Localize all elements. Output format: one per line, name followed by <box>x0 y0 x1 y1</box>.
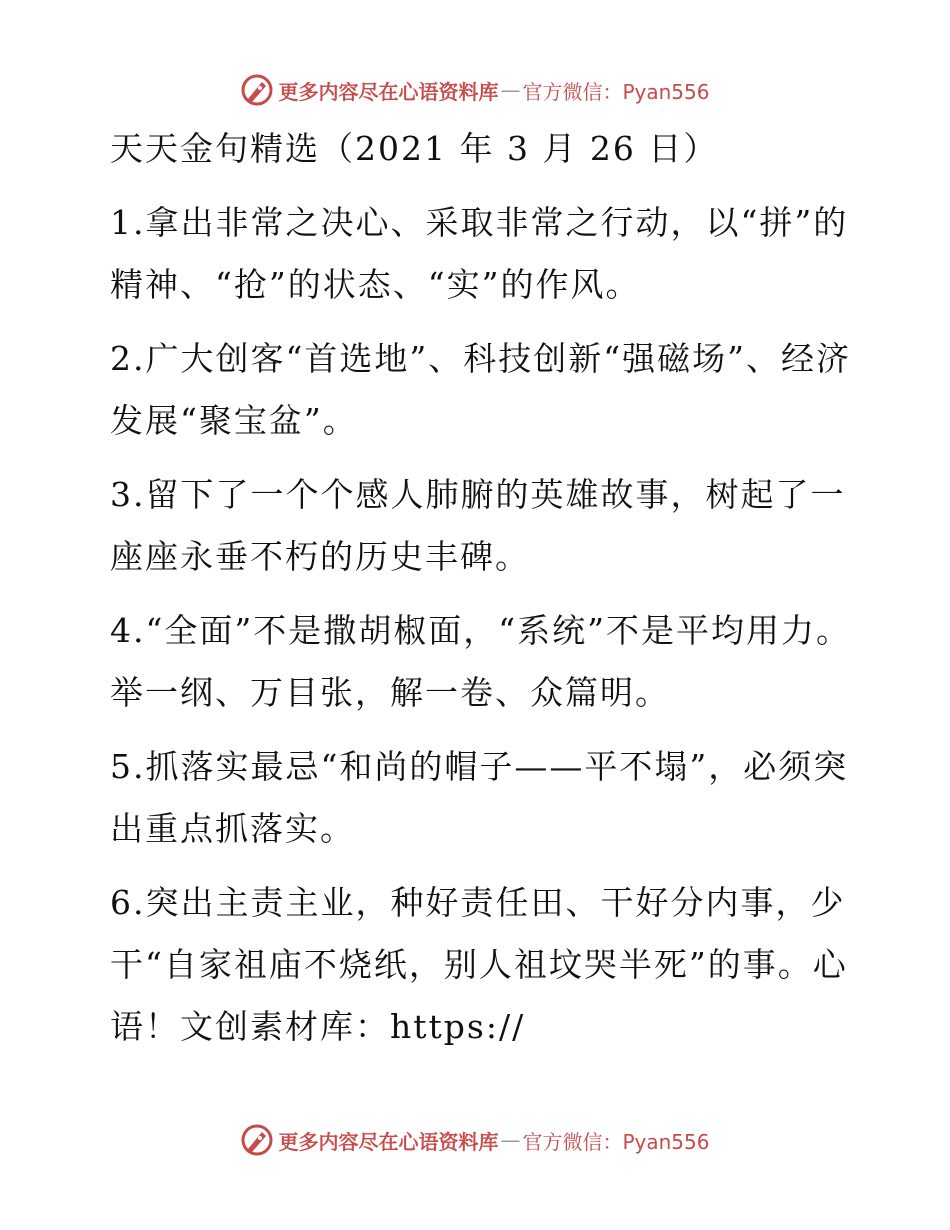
quote-item-2 <box>98 328 878 452</box>
footer-banner <box>0 1120 950 1160</box>
header-separator: — <box>500 78 521 102</box>
header-banner <box>0 70 950 110</box>
quote-text: 5.抓落实最忌“和尚的帽子——平不塌”，必须突出重点抓落实。 <box>110 747 849 848</box>
quote-text: 1.拿出非常之决心、采取非常之行动，以“拼”的精神、“抢”的状态、“实”的作风。 <box>110 203 849 304</box>
footer-wechat-text: 官方微信：Pyan556 <box>522 1129 710 1154</box>
footer-separator: — <box>500 1128 521 1152</box>
header-wechat-text: 官方微信：Pyan556 <box>522 79 710 104</box>
quote-text: 4.“全面”不是撒胡椒面，“系统”不是平均用力。举一纲、万目张，解一卷、众篇明。 <box>110 611 851 712</box>
quote-text: 6.突出主责主业，种好责任田、干好分内事，少干“自家祖庙不烧纸，别人祖坟哭半死”的事。心语！文创素材库：https:// <box>110 883 848 1046</box>
document-body <box>98 118 878 1070</box>
quote-item-6 <box>98 872 878 1058</box>
header-brand-text: 更多内容尽在心语资料库 <box>278 79 499 104</box>
quote-item-5 <box>98 736 878 860</box>
quote-item-4 <box>98 600 878 724</box>
footer-brand-text: 更多内容尽在心语资料库 <box>278 1129 499 1154</box>
quote-item-3 <box>98 464 878 588</box>
document-title: 天天金句精选（2021 年 3 月 26 日） <box>110 129 719 168</box>
pen-logo-icon <box>240 73 274 107</box>
pen-logo-icon <box>240 1123 274 1157</box>
quote-item-1 <box>98 192 878 316</box>
quote-text: 3.留下了一个个感人肺腑的英雄故事，树起了一座座永垂不朽的历史丰碑。 <box>110 475 846 576</box>
quote-text: 2.广大创客“首选地”、科技创新“强磁场”、经济发展“聚宝盆”。 <box>110 339 851 440</box>
